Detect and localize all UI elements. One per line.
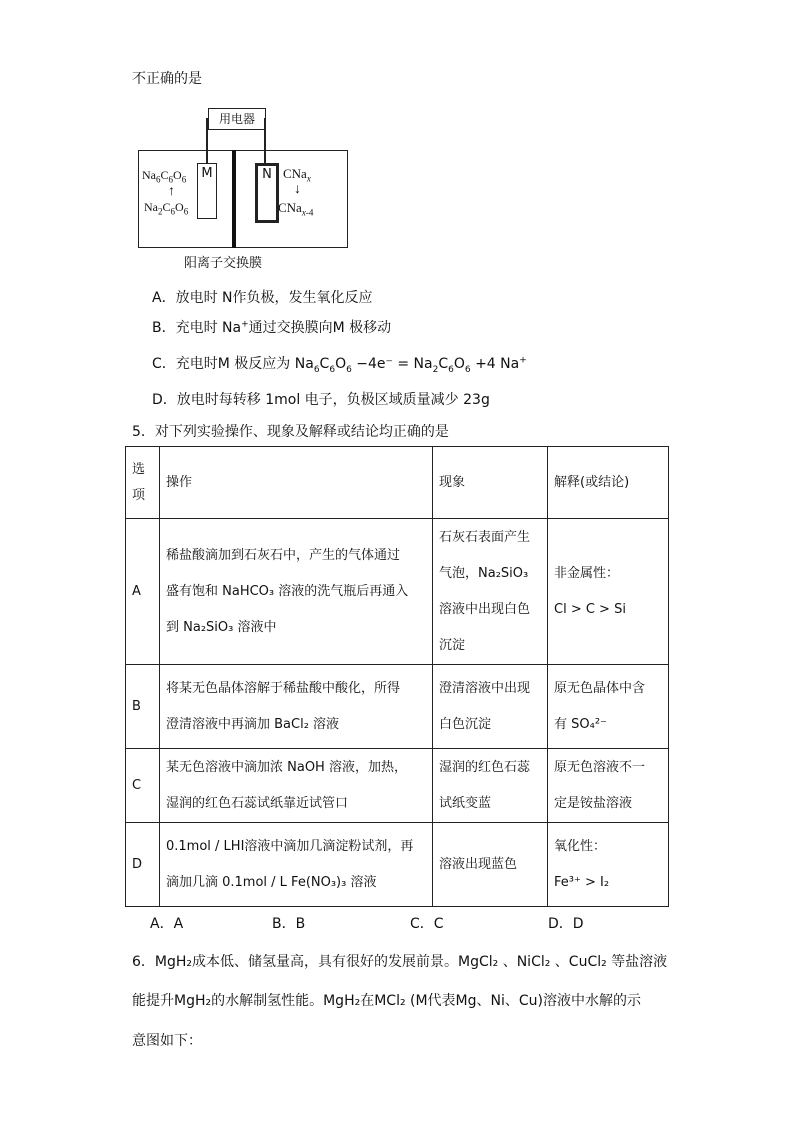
table-row [126, 823, 669, 907]
left-bottom-formula: $Na_2C_6O_6$ [144, 200, 189, 217]
experiment-table [125, 446, 669, 907]
op-line: 湿润的红色石蕊试纸靠近试管口 [166, 795, 349, 811]
q6-line-1: 6．MgH₂成本低、储氢量高，具有很好的发展前景。MgCl₂ 、NiCl₂ 、CuCl₂ 等盐溶液 [132, 954, 668, 970]
ph-line: 石灰石表面产生 [439, 529, 531, 545]
row-option: C [126, 749, 160, 823]
q6-line-2: 能提升MgH₂的水解制氢性能。MgH₂在MCl₂ (M代表Mg、Ni、Cu)溶液中水解的示 [132, 993, 641, 1009]
answer-a: A．A [150, 916, 184, 932]
electrode-n: N [255, 163, 279, 223]
row-conclusion [548, 519, 669, 665]
row-conclusion [548, 749, 669, 823]
option-c-pre: C．充电时M 极反应为 Na [152, 356, 314, 372]
ph-line: 白色沉淀 [439, 716, 492, 732]
ph-line: 湿润的红色石蕊 [439, 759, 531, 775]
row-operation [160, 749, 433, 823]
op-line: 澄清溶液中再滴加 BaCl₂ 溶液 [166, 716, 340, 732]
row-option: A [126, 519, 160, 665]
op-line: 某无色溶液中滴加浓 NaOH 溶液，加热， [166, 759, 407, 775]
option-c-post: +4 Na [475, 356, 520, 372]
option-b: B．充电时 Na+通过交换膜向M 极移动 [152, 319, 392, 336]
ph-line: 溶液中出现白色 [439, 601, 531, 617]
option-c: C．充电时M 极反应为 $Na_6C_6O_6 -4e^- = Na_2C_6O_6 +4$ Na+ [152, 355, 527, 375]
q5-stem: 5．对下列实验操作、现象及解释或结论均正确的是 [132, 424, 449, 440]
membrane-caption: 阳离子交换膜 [184, 256, 263, 271]
co-line: Cl > C > Si [554, 601, 626, 617]
arrow-up-icon: ↑ [168, 184, 175, 199]
row-operation [160, 519, 433, 665]
row-conclusion [548, 665, 669, 749]
right-top-formula: CNa$_x$ [283, 166, 311, 184]
op-line: 滴加几滴 0.1mol / L Fe(NO₃)₃ 溶液 [166, 874, 377, 890]
answer-c: C．C [410, 916, 444, 932]
row-phenomenon [433, 519, 548, 665]
row-conclusion [548, 823, 669, 907]
option-b-pre: B．充电时 Na [152, 320, 242, 336]
intro-line: 不正确的是 [132, 71, 202, 87]
option-d: D．放电时每转移 1mol 电子，负极区域质量减少 23g [152, 392, 490, 408]
ph-line: 试纸变蓝 [439, 795, 492, 811]
co-line: 定是铵盐溶液 [554, 795, 633, 811]
co-line: 有 SO₄²⁻ [554, 716, 607, 732]
electrode-m: M [197, 163, 217, 219]
op-line: 将某无色晶体溶解于稀盐酸中酸化，所得 [166, 680, 401, 696]
co-line: Fe³⁺ > I₂ [554, 874, 610, 890]
option-b-post: 通过交换膜向M 极移动 [248, 320, 392, 336]
answer-b: B．B [272, 916, 306, 932]
option-a: A．放电时 N作负极，发生氧化反应 [152, 290, 373, 306]
row-phenomenon [433, 665, 548, 749]
row-phenomenon [433, 823, 548, 907]
table-row [126, 665, 669, 749]
right-bottom-formula: CNa$_{x-4}$ [278, 200, 314, 218]
op-line: 到 Na₂SiO₃ 溶液中 [166, 619, 277, 635]
co-line: 非金属性： [554, 565, 620, 581]
ph-line: 澄清溶液中出现 [439, 680, 531, 696]
q6-line-3: 意图如下： [132, 1033, 202, 1049]
answer-d: D．D [548, 916, 584, 932]
co-line: 原无色溶液不一 [554, 759, 646, 775]
row-operation [160, 665, 433, 749]
co-line: 原无色晶体中含 [554, 680, 646, 696]
header-option: 选 项 [126, 447, 160, 519]
table-row [126, 749, 669, 823]
ph-line: 沉淀 [439, 637, 466, 653]
ph-line: 气泡，Na₂SiO₃ [439, 565, 529, 581]
op-line: 稀盐酸滴加到石灰石中，产生的气体通过 [166, 547, 401, 563]
header-phenomenon: 现象 [433, 447, 548, 519]
arrow-down-icon: ↓ [294, 182, 301, 197]
table-header-row [126, 447, 669, 519]
row-phenomenon [433, 749, 548, 823]
co-line: 氧化性： [554, 838, 607, 854]
table-row [126, 519, 669, 665]
op-line: 0.1mol / LHI溶液中滴加几滴淀粉试剂，再 [166, 838, 414, 854]
left-top-formula: $Na_6C_6O_6$ [142, 168, 187, 185]
battery-diagram [138, 108, 348, 271]
row-option: B [126, 665, 160, 749]
op-line: 盛有饱和 NaHCO₃ 溶液的洗气瓶后再通入 [166, 583, 409, 599]
membrane [232, 150, 236, 248]
row-operation [160, 823, 433, 907]
header-operation: 操作 [160, 447, 433, 519]
option-c-eq: −4e⁻ = Na [356, 356, 433, 372]
row-option: D [126, 823, 160, 907]
ph-line: 溶液出现蓝色 [439, 856, 518, 872]
header-conclusion: 解释(或结论) [548, 447, 669, 519]
device-label: 用电器 [208, 108, 266, 130]
